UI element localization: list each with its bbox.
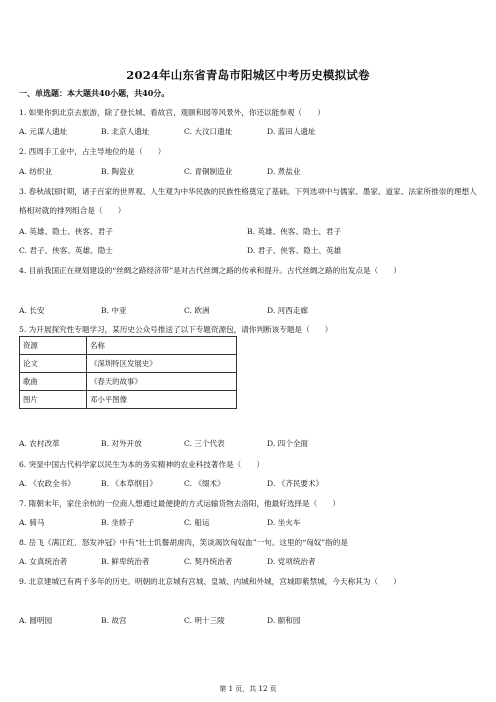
table-cell: 资源 bbox=[20, 337, 87, 355]
option-c[interactable]: C. 船运 bbox=[184, 518, 210, 527]
question-5: 5. 为开展探究性专题学习，某历史公众号推送了以下专题资源包，请你判断该专题是（ ） bbox=[19, 325, 333, 334]
table-cell: 论文 bbox=[20, 355, 87, 373]
question-7-options bbox=[19, 517, 479, 529]
question-2: 2. 西周手工业中，占主导地位的是（ ） bbox=[19, 147, 166, 156]
option-d[interactable]: D. 《齐民要术》 bbox=[267, 479, 324, 488]
table-row bbox=[20, 337, 237, 355]
question-1-options bbox=[19, 126, 479, 138]
option-a[interactable]: A. 纺织业 bbox=[19, 167, 53, 176]
option-a[interactable]: A. 元谋人遗址 bbox=[19, 127, 68, 136]
question-4-options bbox=[19, 305, 479, 317]
table-cell: 歌曲 bbox=[20, 373, 87, 391]
option-a[interactable]: A. 圆明园 bbox=[19, 616, 53, 625]
option-a[interactable]: A. 长安 bbox=[19, 306, 45, 315]
option-c[interactable]: C. 君子、侠客、英雄、隐士 bbox=[19, 246, 113, 255]
option-a[interactable]: A. 骑马 bbox=[19, 518, 45, 527]
option-d[interactable]: D. 君子、侠客、隐士、英雄 bbox=[247, 246, 342, 255]
option-b[interactable]: B. 英雄、侠客、隐士、君子 bbox=[247, 227, 341, 236]
resource-table bbox=[19, 336, 237, 409]
question-2-options bbox=[19, 166, 479, 178]
question-6-options bbox=[19, 478, 479, 490]
question-8-options bbox=[19, 556, 479, 568]
question-9: 9. 北京建城已有两千多年的历史。明朝的北京城有宫城、皇城、内城和外城，宫城即紫禁城，今天称其为（ ） bbox=[19, 577, 401, 586]
option-b[interactable]: B. 鲜卑统治者 bbox=[101, 557, 150, 566]
option-b[interactable]: B. 陶瓷业 bbox=[101, 167, 135, 176]
option-d[interactable]: D. 蓝田人遗址 bbox=[267, 127, 316, 136]
option-b[interactable]: B. 北京人遗址 bbox=[101, 127, 150, 136]
page-title: 2024年山东省青岛市阳城区中考历史模拟试卷 bbox=[126, 68, 370, 82]
option-b[interactable]: B. 中亚 bbox=[101, 306, 127, 315]
option-d[interactable]: D. 颐和园 bbox=[267, 616, 301, 625]
page-footer: 第 1 页，共 12 页 bbox=[219, 685, 277, 693]
option-c[interactable]: C. 契丹统治者 bbox=[184, 557, 233, 566]
table-cell: 邓小平图像 bbox=[87, 391, 237, 409]
option-d[interactable]: D. 河西走廊 bbox=[267, 306, 309, 315]
table-row bbox=[20, 391, 237, 409]
option-a[interactable]: A. 农村改革 bbox=[19, 439, 60, 448]
table-cell: 名称 bbox=[87, 337, 237, 355]
option-d[interactable]: D. 四个全面 bbox=[267, 439, 309, 448]
question-9-options bbox=[19, 615, 479, 627]
table-cell: 《深圳特区发展史》 bbox=[87, 355, 237, 373]
table-cell: 《春天的故事》 bbox=[87, 373, 237, 391]
option-b[interactable]: B. 对外开放 bbox=[101, 439, 142, 448]
question-1: 1. 如果你到北京去旅游，除了登长城、看故宫、观颐和园等风景外，你还以能参观（ ） bbox=[19, 108, 325, 117]
option-b[interactable]: B. 坐轿子 bbox=[101, 518, 135, 527]
question-7: 7. 隋朝末年，家住余杭的一位商人想通过最便捷的方式运输货物去洛阳，他最好选择是（ ） bbox=[19, 499, 340, 508]
option-b[interactable]: B. 故宫 bbox=[101, 616, 127, 625]
option-a[interactable]: A. 英雄、隐士、侠客、君子 bbox=[19, 227, 113, 236]
question-4: 4. 目前我国正在规划建设的“丝绸之路经济带”是对古代丝绸之路的传承和提升。古代丝绸之路的出发点是（ ） bbox=[19, 266, 401, 275]
option-c[interactable]: C. 三个代表 bbox=[184, 439, 225, 448]
question-3-options-row1 bbox=[19, 226, 479, 238]
question-5-options bbox=[19, 438, 479, 450]
option-d[interactable]: D. 党项统治者 bbox=[267, 557, 316, 566]
option-c[interactable]: C. 《缀术》 bbox=[184, 479, 225, 488]
option-a[interactable]: A. 《农政全书》 bbox=[19, 479, 75, 488]
option-a[interactable]: A. 女真统治者 bbox=[19, 557, 68, 566]
table-row bbox=[20, 355, 237, 373]
option-d[interactable]: D. 坐火车 bbox=[267, 518, 301, 527]
section-heading: 一、单选题：本大题共40小题，共40分。 bbox=[19, 88, 170, 98]
question-3-options-row2 bbox=[19, 245, 479, 257]
option-d[interactable]: D. 煮盐业 bbox=[267, 167, 301, 176]
question-8: 8. 岳飞《满江红．怒发冲冠》中有“壮士饥餐胡虏肉，笑谈渴饮匈奴血”一句。这里的“匈奴”指的是 bbox=[19, 538, 348, 547]
option-c[interactable]: C. 明十三陵 bbox=[184, 616, 225, 625]
option-c[interactable]: C. 青铜制造业 bbox=[184, 167, 233, 176]
option-c[interactable]: C. 欧洲 bbox=[184, 306, 210, 315]
option-c[interactable]: C. 大汶口遗址 bbox=[184, 127, 233, 136]
question-6: 6. 突显中国古代科学家以民生为本的务实精神的农业科技著作是（ ） bbox=[19, 460, 265, 469]
table-row bbox=[20, 373, 237, 391]
question-3: 3. 春秋战国时期，诸子百家的世界观、人生观为中华民族的民族性格奠定了基础。下列选项中与儒家、墨家、道家、法家所推崇的理想人格相对就的排列组合是（ ） bbox=[19, 187, 477, 215]
option-b[interactable]: B. 《本草纲目》 bbox=[101, 479, 157, 488]
table-cell: 图片 bbox=[20, 391, 87, 409]
